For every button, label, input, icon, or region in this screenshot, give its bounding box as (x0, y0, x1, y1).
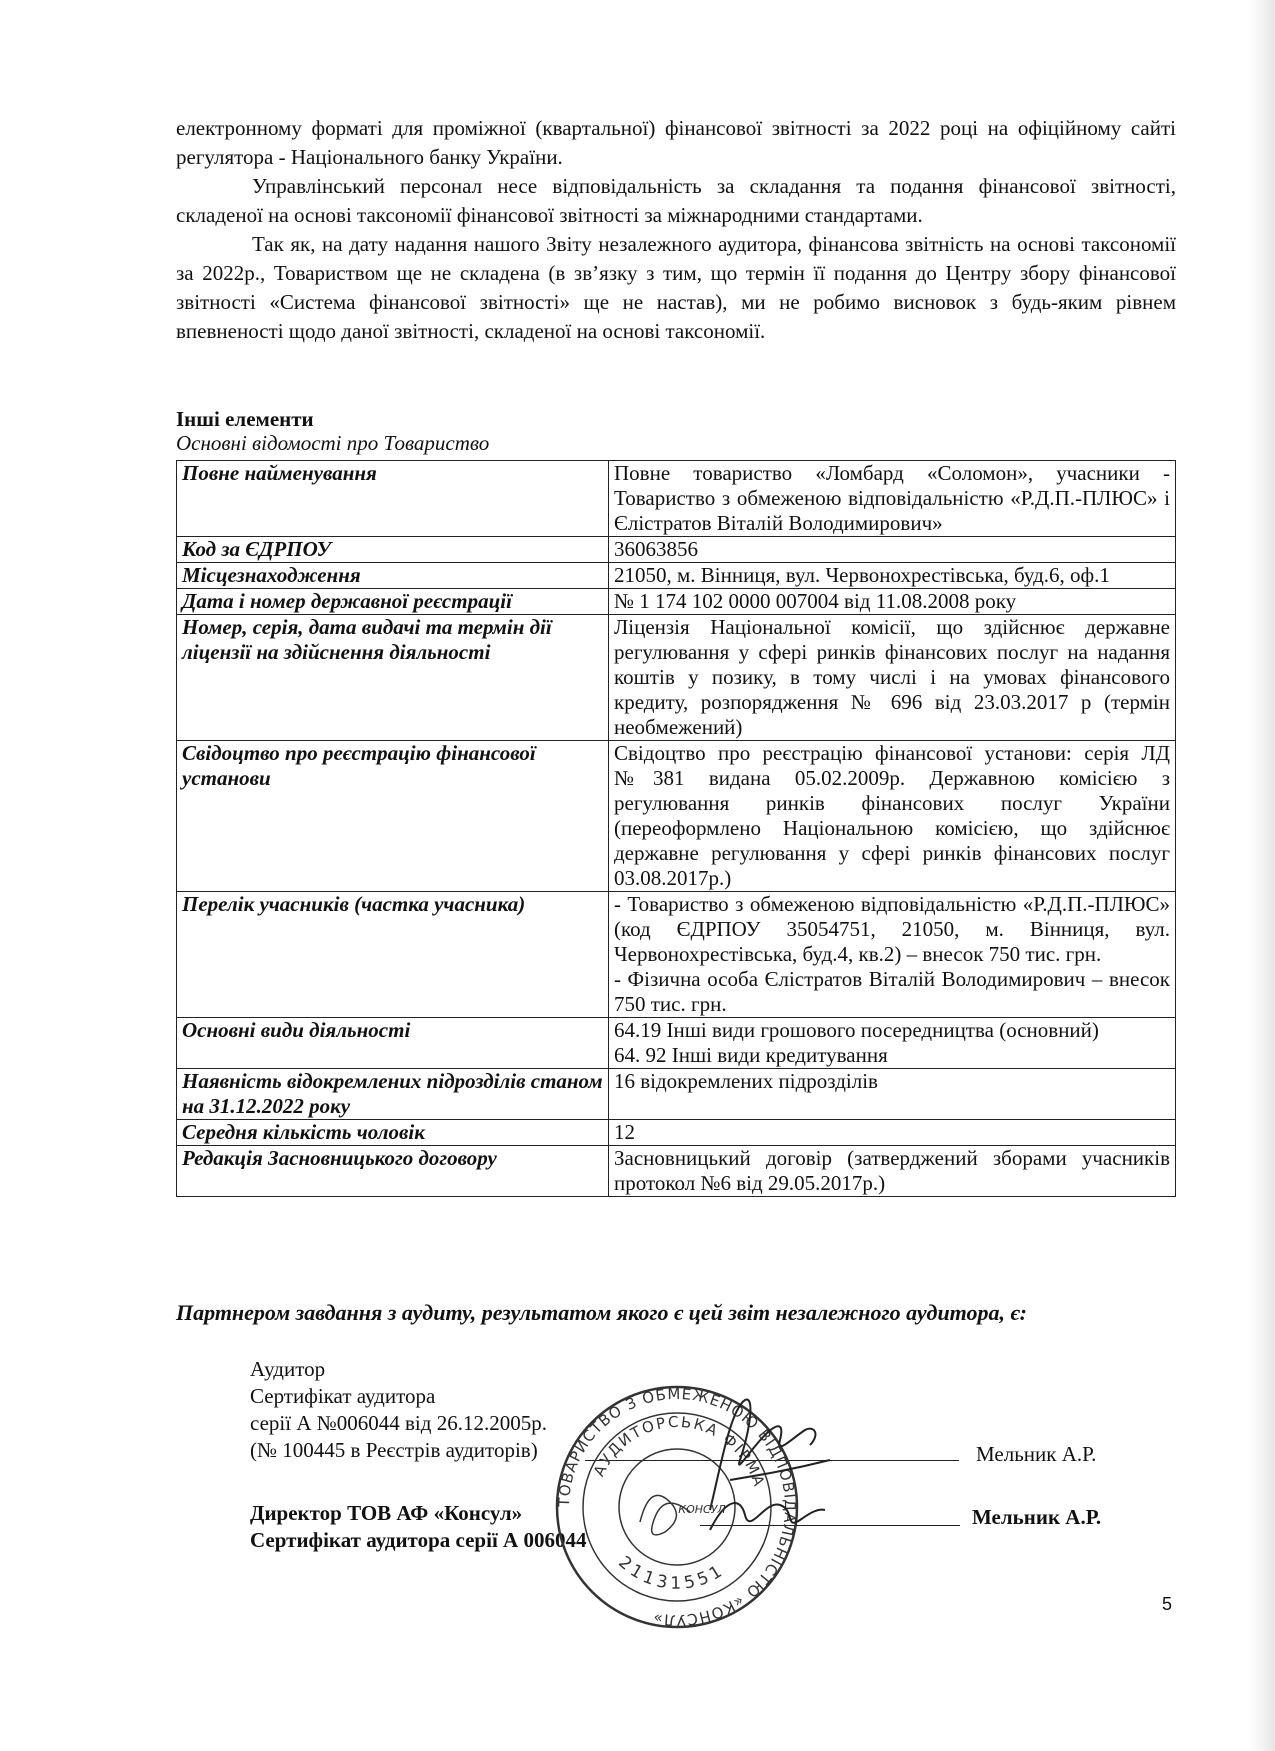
partner-statement: Партнером завдання з аудиту, результатом якого є цей звіт незалежного аудитора, є: (176, 1300, 1027, 1325)
row-value: Свідоцтво про реєстрацію фінансової установи: серія ЛД №381 видана 05.02.2009р. Державною комісією з регулювання ринків фінансових послуг України (переоформлено Національною комісією, що здійснює державне регулювання у сфері ринків фінансових послуг 03.08.2017р.) (609, 741, 1176, 892)
table-row (177, 589, 1176, 615)
director-certificate: Сертифікат аудитора серії А 006044 (250, 1528, 587, 1552)
table-row (177, 563, 1176, 589)
intro-paragraph-2: Управлінський персонал несе відповідальність за складання та подання фінансової звітності, складеної на основі таксономії фінансової звітності за міжнародними стандартами. (176, 174, 1176, 227)
row-label: Місцезнаходження (177, 563, 609, 589)
row-value: 36063856 (609, 537, 1176, 563)
row-value: 16 відокремлених підрозділів (609, 1069, 1176, 1120)
director-handwritten-signature (700, 1480, 830, 1550)
stamp-center-text: КОНСУЛ (678, 1503, 726, 1516)
row-label: Номер, серія, дата видачі та термін дії ліцензії на здійснення діяльності (177, 615, 609, 741)
director-title: Директор ТОВ АФ «Консул» (250, 1501, 523, 1525)
page-edge-shadow (1249, 0, 1275, 1751)
row-value: Засновницький договір (затверджений зборами учасників протокол №6 від 29.05.2017р.) (609, 1146, 1176, 1197)
auditor-block (250, 1356, 547, 1464)
table-row (177, 892, 1176, 1018)
section-subheading: Основні відомості про Товариство (176, 431, 490, 455)
row-label: Основні види діяльності (177, 1018, 609, 1069)
auditor-certificate: Сертифікат аудитора (250, 1384, 436, 1408)
table-row (177, 1146, 1176, 1197)
auditor-registry-number: (№ 100445 в Реєстрів аудиторів) (250, 1438, 538, 1462)
intro-paragraph-1: електронному форматі для проміжної (квартальної) фінансової звітності за 2022 році на офіційному сайті регулятора - Національного банку України. (176, 116, 1176, 169)
row-label: Перелік учасників (частка учасника) (177, 892, 609, 1018)
row-label: Код за ЄДРПОУ (177, 537, 609, 563)
row-label: Наявність відокремлених підрозділів станом на 31.12.2022 року (177, 1069, 609, 1120)
stamp-inner-text: АУДИТОРСЬКА ФІРМА (589, 1412, 769, 1491)
company-info-table (176, 460, 1176, 1197)
row-value: Ліцензія Національної комісії, що здійснює державне регулювання у сфері ринків фінансових послуг на надання коштів у позику, в тому числі і на умовах фінансового кредиту, розпорядження № 696 від 23.03.2017 р (термін необмежений) (609, 615, 1176, 741)
page-number: 5 (1162, 1594, 1173, 1614)
row-label: Свідоцтво про реєстрацію фінансової установи (177, 741, 609, 892)
section-heading: Інші елементи (176, 407, 314, 431)
table-row (177, 537, 1176, 563)
row-label: Середня кількість чоловік (177, 1120, 609, 1146)
row-label: Повне найменування (177, 461, 609, 537)
row-label: Дата і номер державної реєстрації (177, 589, 609, 615)
row-value: - Товариство з обмеженою відповідальністю «Р.Д.П.-ПЛЮС» (код ЄДРПОУ 35054751, 21050, м. Вінниця, вул. Червонохрестівська, буд.4, кв.2) – внесок 750 тис. грн. - Фізична особа Єлістратов Віталій Володимирович – внесок 750 тис. грн. (609, 892, 1176, 1018)
row-value: 64.19 Інші види грошового посередництва (основний) 64. 92 Інші види кредитування (609, 1018, 1176, 1069)
row-label: Редакція Засновницького договору (177, 1146, 609, 1197)
intro-paragraph-3: Так як, на дату надання нашого Звіту незалежного аудитора, фінансова звітність на основі таксономії за 2022р., Товариством ще не складена (в зв’язку з тим, що термін її подання до Центру збору фінансової звітності «Система фінансової звітності» ще не настав), ми не робимо висновок з будь-яким рівнем впевненості щодо даної звітності, складеної на основі таксономії. (176, 232, 1176, 343)
auditor-name: Мельник А.Р. (976, 1442, 1097, 1466)
director-block (250, 1500, 586, 1554)
table-row (177, 461, 1176, 537)
row-value: Повне товариство «Ломбард «Соломон», учасники - Товариство з обмеженою відповідальністю «Р.Д.П.-ПЛЮС» і Єлістратов Віталій Володимирович» (609, 461, 1176, 537)
row-value: 21050, м. Вінниця, вул. Червонохрестівська, буд.6, оф.1 (609, 563, 1176, 589)
table-row (177, 1069, 1176, 1120)
table-row (177, 615, 1176, 741)
stamp-outer-text: ТОВАРИСТВО З ОБМЕЖЕНОЮ ВІДПОВІДАЛЬНІСТЮ «КОНСУЛ» (554, 1384, 800, 1630)
table-row (177, 741, 1176, 892)
row-value: № 1 174 102 0000 007004 від 11.08.2008 року (609, 589, 1176, 615)
auditor-title: Аудитор (250, 1357, 326, 1381)
row-value: 12 (609, 1120, 1176, 1146)
stamp-code: 21131551 (614, 1552, 729, 1594)
director-name: Мельник А.Р. (972, 1505, 1102, 1529)
table-row (177, 1120, 1176, 1146)
svg-text:21131551 (614, 1552, 729, 1593)
table-row (177, 1018, 1176, 1069)
auditor-certificate-series: серії А №006044 від 26.12.2005р. (250, 1411, 547, 1435)
